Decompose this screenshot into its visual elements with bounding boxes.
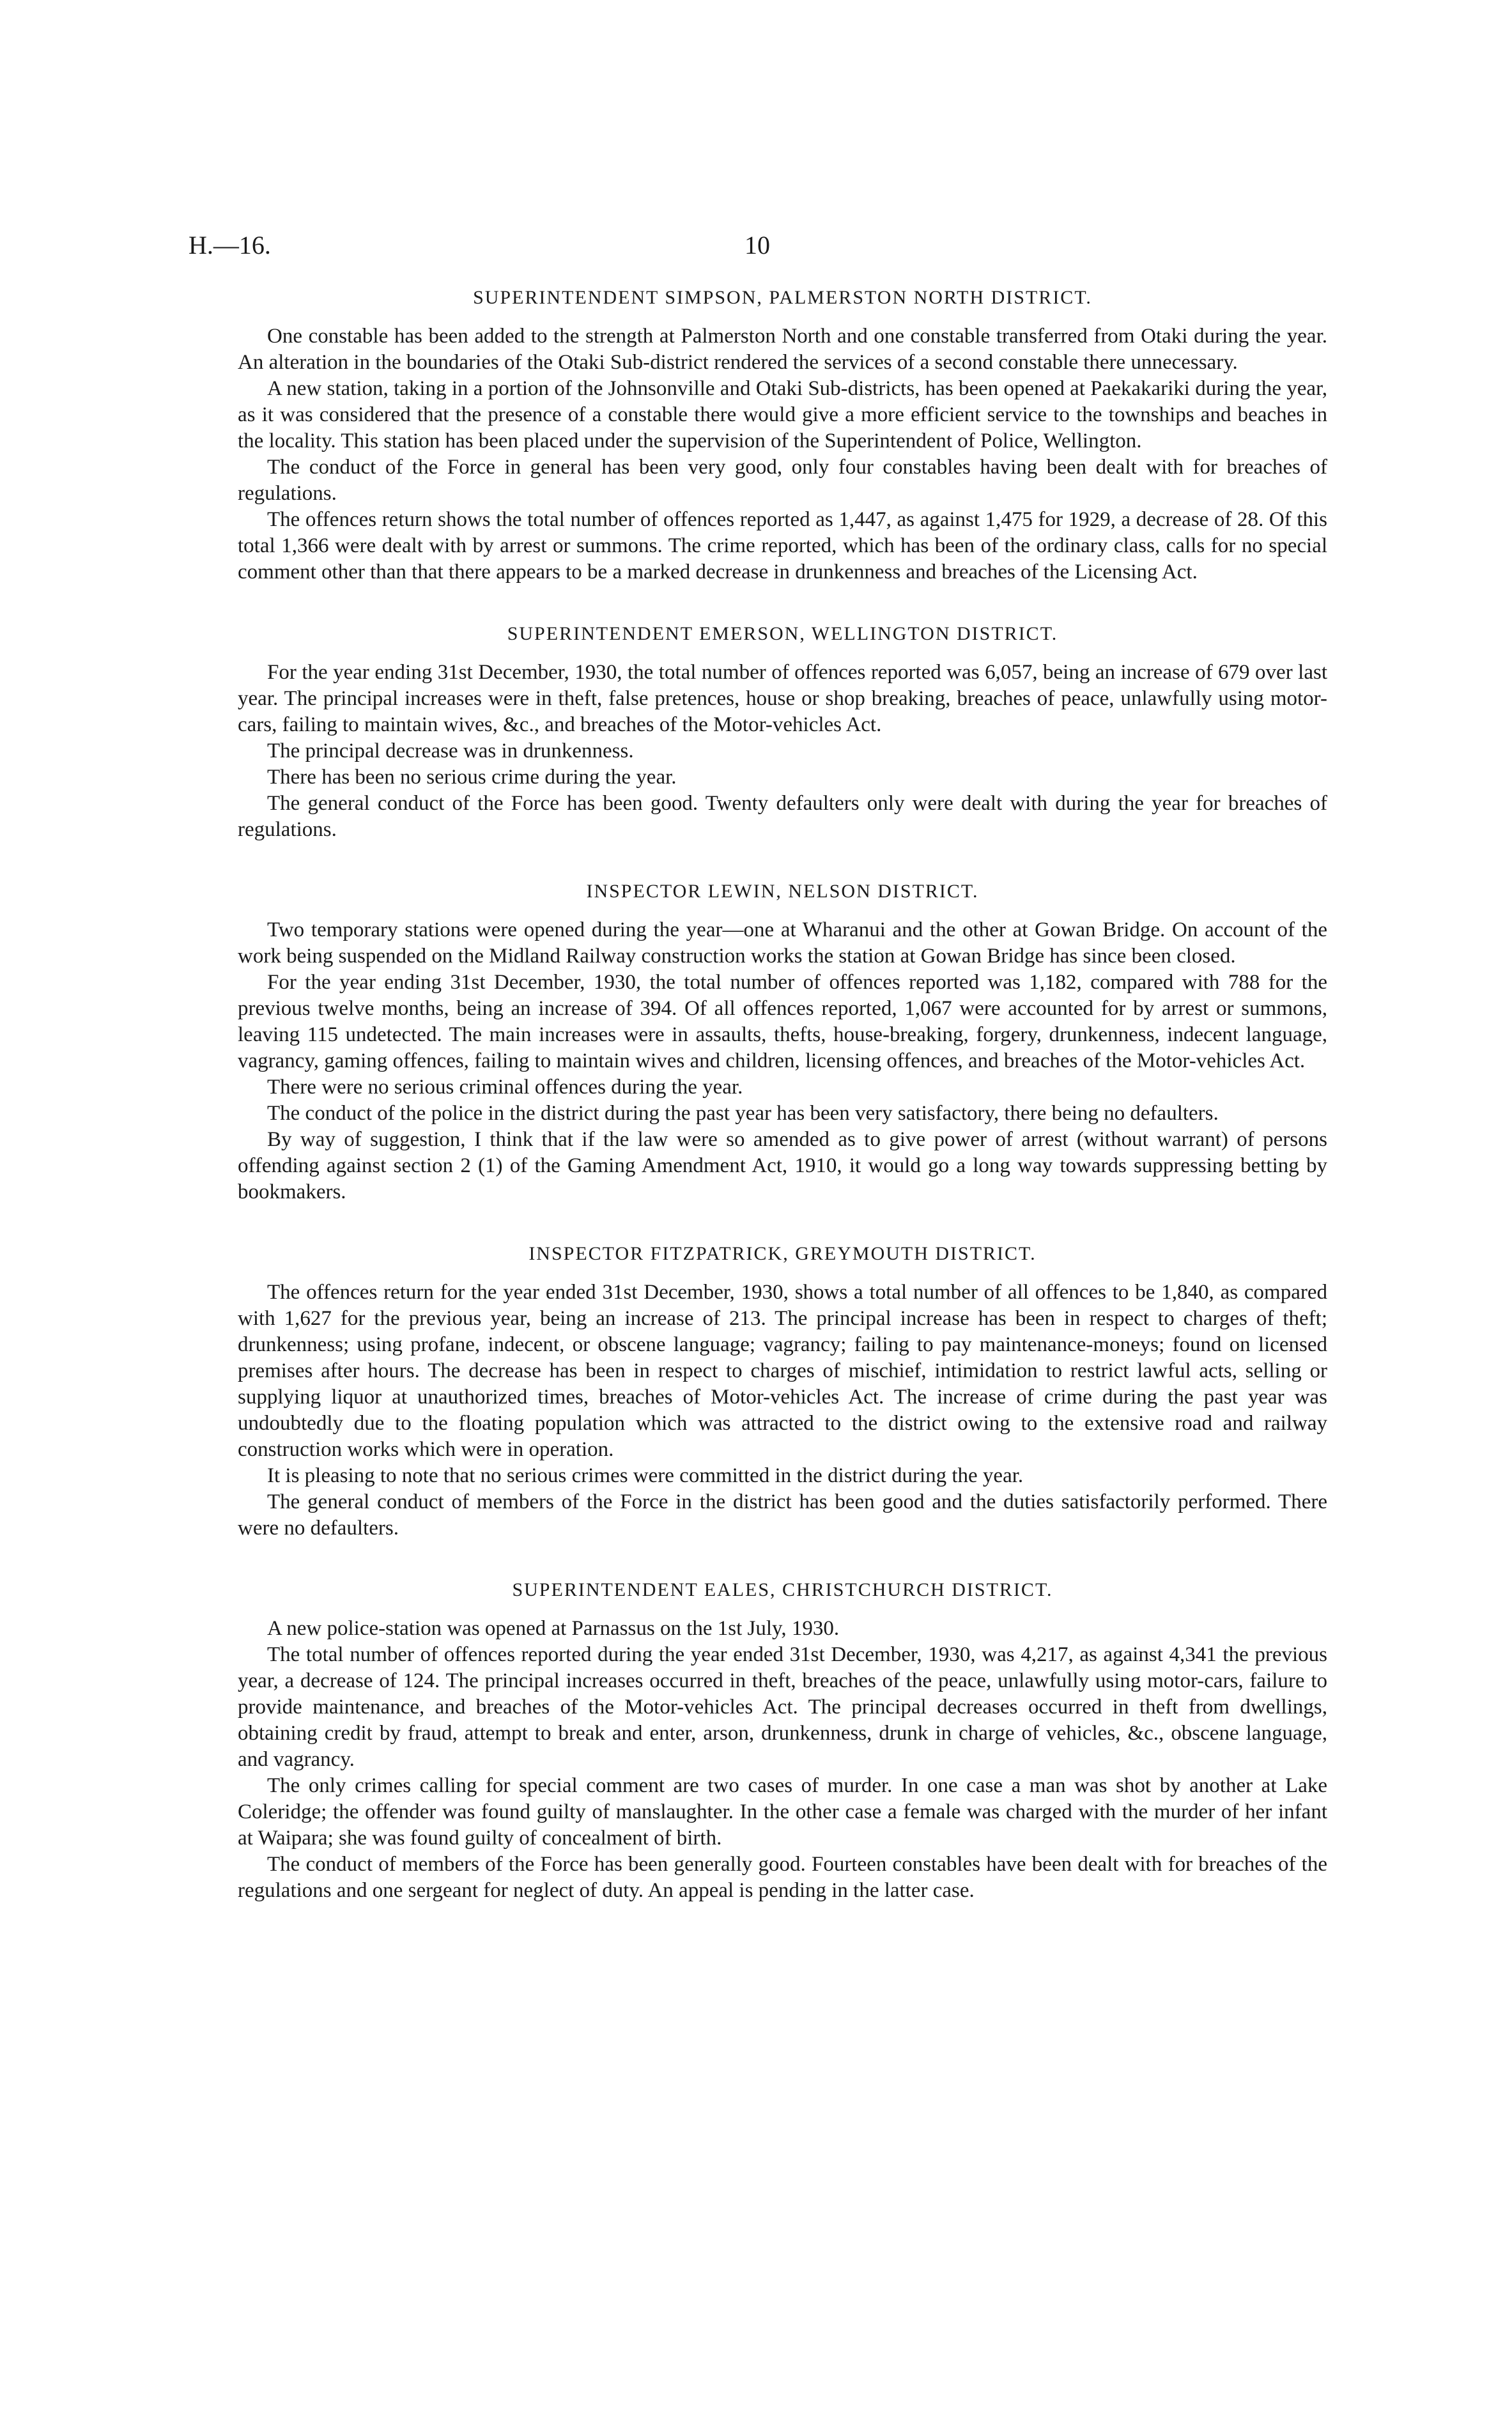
section-lewin-nelson — [238, 880, 1327, 1205]
section-emerson-wellington — [238, 622, 1327, 843]
paragraph: By way of suggestion, I think that if the law were so amended as to give power of arrest (without warrant) of persons offending against section 2 (1) of the Gaming Amendment Act, 1910, it would go a long way towards suppressing betting by bookmakers. — [238, 1128, 1327, 1203]
paragraph: There were no serious criminal offences during the year. — [267, 1076, 743, 1099]
document-reference: H.—16. — [189, 231, 271, 259]
paragraph: The offences return shows the total number of offences reported as 1,447, as against 1,475 for 1929, a decrease of 28. Of this total 1,366 were dealt with by arrest or summons. The crime reported, which has been of the ordinary class, calls for no special comment other than that there appears to be a marked decrease in drunkenness and breaches of the Licensing Act. — [238, 508, 1327, 584]
paragraph: The conduct of the Force in general has been very good, only four constables having been dealt with for breaches of regulations. — [238, 456, 1327, 505]
paragraph: The offences return for the year ended 31st December, 1930, shows a total number of all offences to be 1,840, as compared with 1,627 for the previous year, being an increase of 213. The principal increase has been in respect to charges of theft; drunkenness; using profane, indecent, or obscene language; vagrancy; failing to pay maintenance-moneys; found on licensed premises after hours. The decrease has been in respect to charges of mischief, intimidation to restrict lawful acts, selling or supplying liquor at unauthorized times, breaches of Motor-vehicles Act. The increase of crime during the past year was undoubtedly due to the floating population which was attracted to the district owing to the extensive road and railway construction works which were in operation. — [238, 1281, 1327, 1461]
paragraph: Two temporary stations were opened during the year—one at Wharanui and the other at Gowan Bridge. On account of the work being suspended on the Midland Railway construction works the station at Gowan Bridge has since been closed. — [238, 918, 1327, 968]
section-eales-christchurch — [238, 1579, 1327, 1904]
paragraph: The general conduct of members of the Force in the district has been good and the duties satisfactorily performed. There were no defaulters. — [238, 1490, 1327, 1540]
paragraph: A new station, taking in a portion of the Johnsonville and Otaki Sub-districts, has been opened at Paekakariki during the year, as it was considered that the presence of a constable there would give a more efficient service to the townships and beaches in the locality. This station has been placed under the supervision of the Superintendent of Police, Wellington. — [238, 377, 1327, 452]
paragraph: There has been no serious crime during the year. — [267, 766, 677, 789]
paragraph: The total number of offences reported during the year ended 31st December, 1930, was 4,217, as against 4,341 the previous year, a decrease of 124. The principal increases occurred in theft, breaches of the peace, unlawfully using motor-cars, failure to provide maintenance, and breaches of the Motor-vehicles Act. The principal decreases occurred in theft from dwellings, obtaining credit by fraud, attempt to break and enter, arson, drunkenness, drunk in charge of vehicles, &c., obscene language, and vagrancy. — [238, 1643, 1327, 1771]
section-simpson-palmerston-north — [238, 286, 1327, 585]
running-head — [189, 230, 1326, 262]
section-heading: SUPERINTENDENT EMERSON, WELLINGTON DISTRICT. — [507, 623, 1058, 644]
paragraph: One constable has been added to the strength at Palmerston North and one constable transferred from Otaki during the year. An alteration in the boundaries of the Otaki Sub-district rendered the services of a second constable there unnecessary. — [238, 325, 1327, 374]
paragraph: A new police-station was opened at Parnassus on the 1st July, 1930. — [267, 1617, 840, 1640]
paragraph: The principal decrease was in drunkenness. — [267, 739, 634, 762]
paragraph: The conduct of the police in the district during the past year has been very satisfactory, there being no defaulters. — [267, 1102, 1219, 1125]
paragraph: The only crimes calling for special comment are two cases of murder. In one case a man was shot by another at Lake Coleridge; the offender was found guilty of manslaughter. In the other case a female was charged with the murder of her infant at Waipara; she was found guilty of concealment of birth. — [238, 1774, 1327, 1850]
section-heading: SUPERINTENDENT SIMPSON, PALMERSTON NORTH DISTRICT. — [473, 287, 1092, 308]
paragraph: The conduct of members of the Force has been generally good. Fourteen constables have been dealt with for breaches of the regulations and one sergeant for neglect of duty. An appeal is pending in the latter case. — [238, 1853, 1327, 1902]
section-heading: SUPERINTENDENT EALES, CHRISTCHURCH DISTRICT. — [512, 1579, 1053, 1600]
paragraph: For the year ending 31st December, 1930, the total number of offences reported was 1,182, compared with 788 for the previous twelve months, being an increase of 394. Of all offences reported, 1,067 were accounted for by arrest or summons, leaving 115 undetected. The main increases were in assaults, thefts, house-breaking, forgery, drunkenness, indecent language, vagrancy, gaming offences, failing to maintain wives and children, licensing offences, and breaches of the Motor-vehicles Act. — [238, 971, 1327, 1072]
section-fitzpatrick-greymouth — [238, 1242, 1327, 1542]
paragraph: For the year ending 31st December, 1930, the total number of offences reported was 6,057, being an increase of 679 over last year. The principal increases were in theft, false pretences, house or shop breaking, breaches of peace, unlawfully using motor-cars, failing to maintain wives, &c., and breaches of the Motor-vehicles Act. — [238, 661, 1327, 736]
section-heading: INSPECTOR LEWIN, NELSON DISTRICT. — [586, 881, 979, 902]
paragraph: It is pleasing to note that no serious crimes were committed in the district during the year. — [267, 1464, 1024, 1487]
paragraph: The general conduct of the Force has been good. Twenty defaulters only were dealt with during the year for breaches of regulations. — [238, 792, 1327, 841]
body-content — [238, 286, 1327, 1904]
section-heading: INSPECTOR FITZPATRICK, GREYMOUTH DISTRICT. — [528, 1243, 1037, 1264]
page-number: 10 — [744, 231, 770, 259]
